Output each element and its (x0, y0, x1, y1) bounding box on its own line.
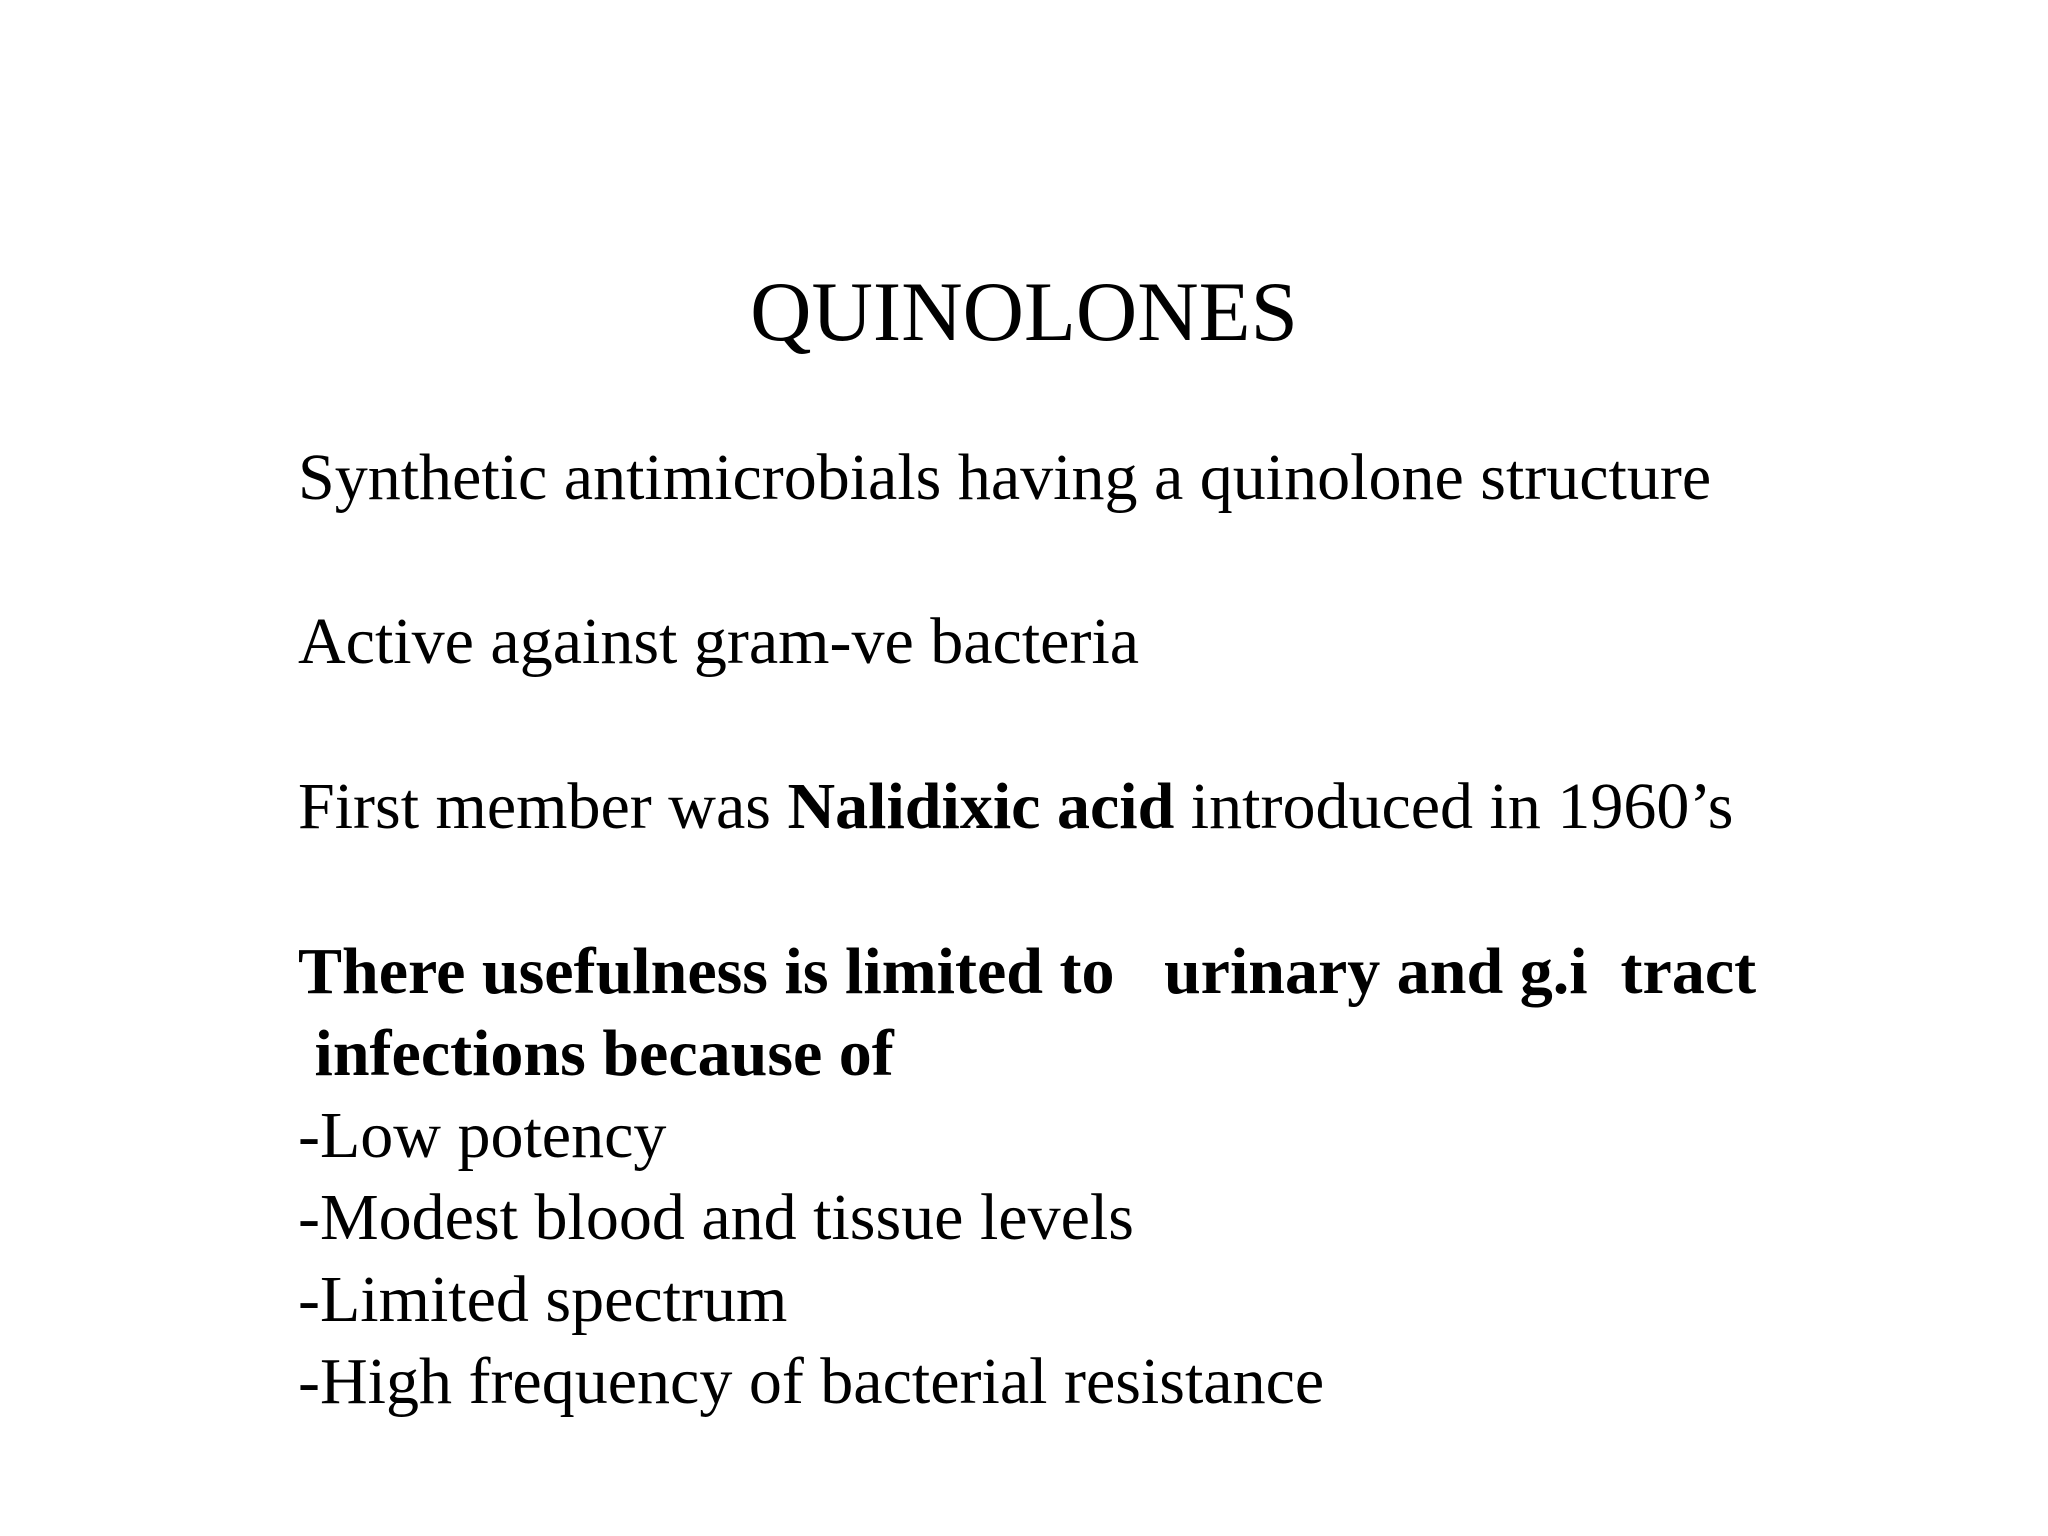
point-active-against: Active against gram-ve bacteria (298, 605, 1140, 678)
reason-item: -Limited spectrum (298, 1263, 788, 1336)
point-synthetic: Synthetic antimicrobials having a quinolone structure (298, 441, 1712, 514)
reason-item: -Low potency (298, 1099, 667, 1172)
slide-title: QUINOLONES (750, 265, 1298, 359)
reason-item: -High frequency of bacterial resistance (298, 1345, 1325, 1418)
point-first-member (298, 767, 1733, 847)
reason-item: -Modest blood and tissue levels (298, 1181, 1134, 1254)
point-first-member-prefix: First member was (298, 770, 788, 843)
usefulness-line-2: infections because of (298, 1017, 894, 1090)
usefulness-line-1: There usefulness is limited to urinary and g.i tract (298, 935, 1757, 1008)
point-first-member-suffix: introduced in 1960’s (1174, 770, 1734, 843)
nalidixic-acid-term: Nalidixic acid (787, 770, 1175, 843)
